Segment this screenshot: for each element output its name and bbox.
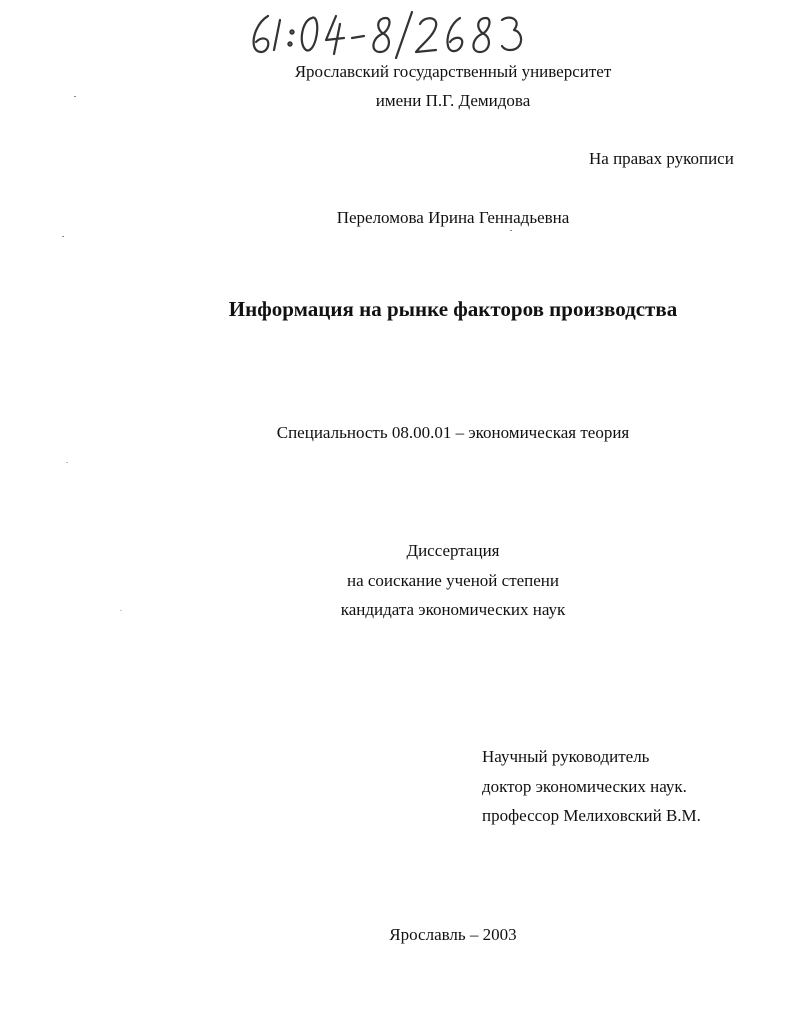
handwritten-archive-code xyxy=(240,6,530,66)
degree-line-3: кандидата экономических наук xyxy=(340,600,566,619)
scan-speck xyxy=(510,230,512,231)
supervisor-label: Научный руководитель xyxy=(482,747,650,766)
degree-line-1: Диссертация xyxy=(406,541,500,560)
scan-speck xyxy=(120,610,122,611)
scan-speck xyxy=(66,462,68,463)
university-name: Ярославский государственный университет xyxy=(294,62,612,81)
manuscript-rights-label: На правах рукописи xyxy=(589,149,734,168)
supervisor-degree: доктор экономических наук. xyxy=(482,777,687,796)
degree-line-2: на соискание ученой степени xyxy=(346,571,560,590)
specialty-line: Специальность 08.00.01 – экономическая теория xyxy=(276,423,630,442)
scan-speck xyxy=(74,96,76,97)
dissertation-title: Информация на рынке факторов производства xyxy=(228,297,678,321)
scan-speck xyxy=(62,236,64,237)
place-and-year: Ярославль – 2003 xyxy=(389,925,517,944)
author-name: Переломова Ирина Геннадьевна xyxy=(336,208,570,227)
university-named-after: имени П.Г. Демидова xyxy=(375,91,531,110)
supervisor-name: профессор Мелиховский В.М. xyxy=(482,806,701,825)
